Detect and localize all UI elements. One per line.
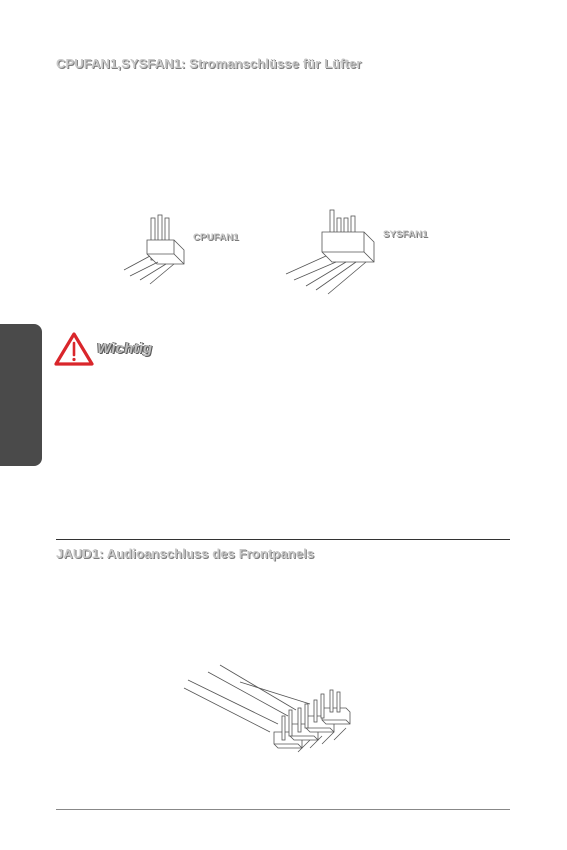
chapter-side-tab <box>0 324 42 466</box>
cpufan1-label: CPUFAN1 <box>193 232 239 243</box>
section-title-fan: CPUFAN1,SYSFAN1: Stromanschlüsse für Lüfter <box>56 56 362 71</box>
jaud1-connector-diagram <box>178 660 368 760</box>
sysfan1-label: SYSFAN1 <box>383 229 428 240</box>
cpufan1-connector-diagram <box>116 212 196 287</box>
sysfan1-connector-diagram <box>284 206 384 296</box>
section-title-audio: JAUD1: Audioanschluss des Frontpanels <box>56 546 315 561</box>
page-footer-rule <box>56 809 510 810</box>
section-divider <box>56 539 510 540</box>
warning-label: Wichtig <box>97 340 153 357</box>
warning-triangle-icon <box>54 332 94 366</box>
